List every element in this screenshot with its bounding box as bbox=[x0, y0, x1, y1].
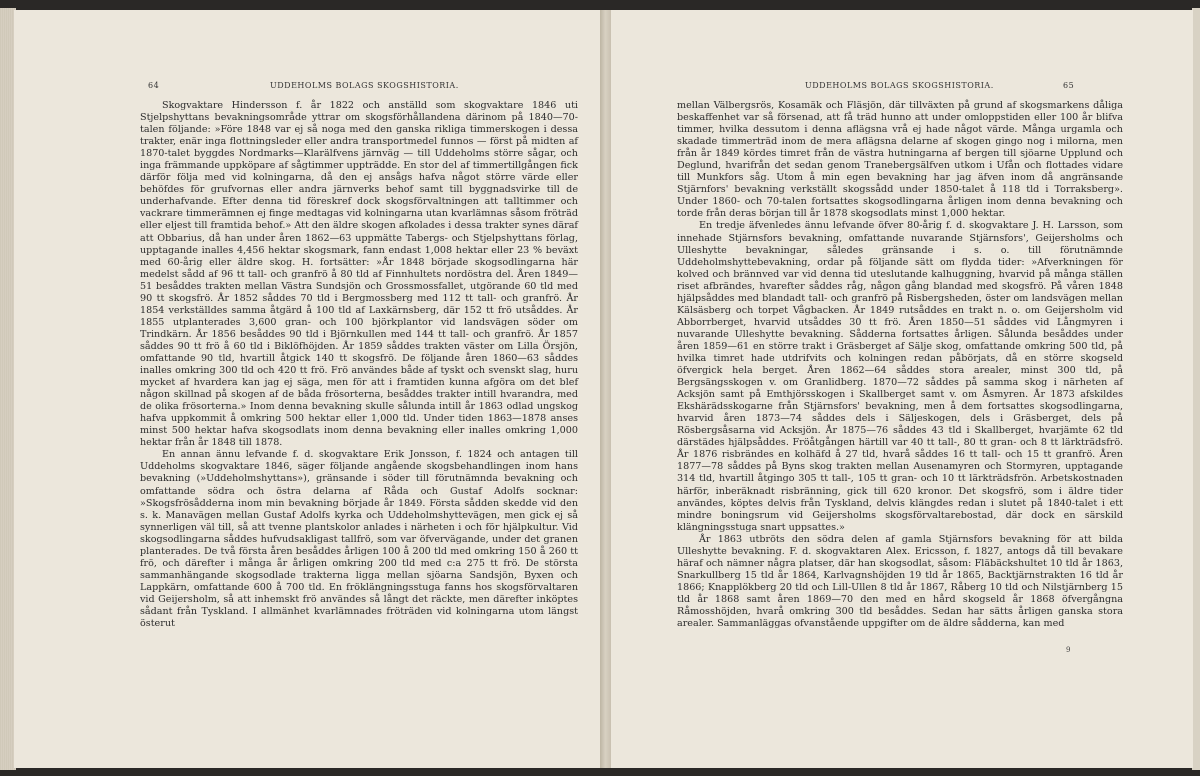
paragraph: En annan ännu lefvande f. d. skogvaktare Erik Jonsson, f. 1824 och antagen till Uddeholms skogvaktare 1846, säger följande angående skogsbehandlingen inom hans bevakning (»Uddeholmshyttans»), gränsande i söder till förutnämnda bevakning och omfattande södra och östra delarna af Råda och Gustaf Adolfs socknar: »Skogsfrösådderna inom min bevakning började år 1849. Första sådden skedde vid den s. k. Manavägen mellan Gustaf Adolfs kyrka och Uddeholmshyttevägen, men gick ej så synnerligen väl till, så att tvenne plantskolor anlades i närheten i och för hjälpkultur. Vid skogsodlingarna såddes hufvudsakligast tallfrö, som var öfvervägande, under det granen planterades. De två första åren besåddes årligen 100 å 200 tld med omkring 150 å 260 tt frö, och därefter i många år årligen omkring 200 tld med c:a 275 tt frö. De största sammanhängande skogsodlade trakterna ligga mellan sjöarna Sandsjön, Byxen och Lappkärn, omfattande 600 å 700 tld. En fröklängningsstuga fanns hos skogsförvaltaren vid Geijersholm, så att inhemskt frö användes så långt det räckte, men därefter inköptes sådant från Tyskland. I allmänhet kvarlämnades fröträden vid kolningarna utom längst österut bbox=[140, 449, 578, 630]
page-number: 65 bbox=[1063, 81, 1075, 90]
page-stack-edge-right bbox=[1192, 8, 1200, 770]
running-head: UDDEHOLMS BOLAGS SKOGSHISTORIA. bbox=[805, 81, 994, 90]
body-text bbox=[677, 100, 1123, 630]
paragraph: En tredje äfvenledes ännu lefvande öfver 80-årig f. d. skogvaktare J. H. Larsson, som innehade Stjärnsfors bevakning, omfattande nuvarande Stjärnsfors', Geijersholms och Ulleshytte bevakningar, således gränsande i s. o. till förutnämnde Uddeholmshyttebevakning, ordar på följande sätt om flydda tider: »Afverkningen för kolved och brännved var vid denna tid uteslutande kalhuggning, hvarvid på många ställen riset afbrändes, hvarefter såddes råg, någon gång blandad med skogsfrö. På våren 1848 hjälpsåddes med blandadt tall- och granfrö på Risbergsheden, öster om landsvägen mellan Kälsäsberg och torpet Vågbacken. År 1849 rutsåddes en trakt n. o. om Geijersholm vid Abborrberget, hvarvid utsåddes 30 tt frö. Åren 1850—51 såddes vid Långmyren i nuvarande Ulleshytte bevakning. Sådderna fortsattes årligen. Sålunda besåddes under åren 1859—61 en större trakt i Gräsberget af Sälje skog, omfattande omkring 500 tld, på hvilka timret hade utdrifvits och kolningen redan påbörjats, då en större skogseld öfvergick hela berget. Åren 1862—64 såddes stora arealer, minst 300 tld, på Bergsängsskogen v. om Granlidberg. 1870—72 såddes på samma skog i närheten af Acksjön samt på Emthjörsskogen i Skallberget samt v. om Åsmyren. År 1873 afskildes Ekshärädsskogarne från Stjärnsfors' bevakning, men å dem fortsattes skogsodlingarna, hvarvid åren 1873—74 såddes dels i Säljeskogen, dels i Gräsberget, dels på Rösbergsåsarna vid Acksjön. År 1875—76 såddes 43 tld i Skallberget, hvarjämte 62 tld därstädes hjälpsåddes. Fröåtgången härtill var 40 tt tall-, 80 tt gran- och 8 tt lärkträdsfrö. År 1876 risbrändes en kolhäfd å 27 tld, hvarå såddes 16 tt tall- och 15 tt granfrö. Åren 1877—78 såddes på Byns skog trakten mellan Ausenamyren och Stormyren, upptagande 314 tld, hvartill åtgingo 305 tt tall-, 105 tt gran- och 10 tt lärkträdsfrön. Arbetskostnaden härför, inberäknadt risbränning, gick till 620 kronor. Det skogsfrö, som i äldre tider användes, köptes delvis från Tyskland, delvis klängdes redan i slutet på 1840-talet i ett mindre boningsrum vid Geijersholms skogsförvaltarebostad, där dock en särskild klängningsstuga snart uppsattes.» bbox=[677, 220, 1123, 533]
signature-mark: 9 bbox=[1066, 646, 1071, 654]
body-text bbox=[140, 100, 578, 630]
paragraph: År 1863 utbröts den södra delen af gamla Stjärnsfors bevakning för att bilda Ulleshytte bevakning. F. d. skogvaktaren Alex. Ericsson, f. 1827, antogs då till bevakare häraf och nämner några platser, där han skogsodlat, såsom: Fläbäckshultet 10 tld år 1863, Snarkullberg 15 tld år 1864, Karlvagnshöjden 19 tld år 1865, Backtjärnstrakten 16 tld år 1866; Knapplökberg 20 tld och Lill-Ullen 8 tld år 1867, Råberg 10 tld och Nilstjärnberg 15 tld år 1868 samt åren 1869—70 den med en hård skogseld år 1868 öfvergångna Råmosshöjden, hvarå omkring 300 tld besåddes. Sedan har sätts årligen ganska stora arealer. Sammanläggas ofvanstående uppgifter om de äldre sådderna, kan med bbox=[677, 533, 1123, 630]
right-page bbox=[611, 10, 1193, 768]
paragraph: Skogvaktare Hindersson f. år 1822 och anställd som skogvaktare 1846 uti Stjelpshyttans bevakningsområde yttrar om skogsförhållandena därinom på 1840—70-talen följande: »Före 1848 var ej så noga med den ganska rikliga timmerskogen i dessa trakter, enär inga flottningsleder eller andra transportmedel funnos — först på midten af 1870-talet byggdes Nordmarks—Klarälfvens järnväg — till Uddeholms större sågar, och inga främmande uppköpare af sågtimmer uppträdde. En stor del af timmertillgången fick därför följa med vid kolningarna, då den ej ansågs hafva något större värde eller behöfdes för grufvornas eller andra järnverks behof samt till byggnadsvirke till de underhafvande. Efter denna tid föreskref dock skogsförvaltningen att talltimmer och vackrare timmerämnen ej finge medtagas vid kolningarna utan kvarlämnas såsom fröträd eller eljest till framtida behof.» Att den äldre skogen afkolades i dessa trakter synes däraf att Obbarius, då han under åren 1862—63 uppmätte Tabergs- och Stjelpshyttans förlag, upptagande inalles 4,456 hektar skogsmark, fann endast 1,008 hektar eller 23 % beväxt med 60-årig eller äldre skog. H. fortsätter: »År 1848 började skogsodlingarna här medelst sådd af 96 tt tall- och granfrö å 80 tld af Finnhultets nordöstra del. Åren 1849—51 besåddes trakten mellan Västra Sundsjön och Grossmossfallet, utgörande 60 tld med 90 tt skogsfrö. År 1852 såddes 70 tld i Bergmossberg med 112 tt tall- och granfrö. År 1854 verkställdes samma åtgärd å 100 tld af Laxkärnsberg, där 152 tt frö utsåddes. År 1855 utplanterades 3,600 gran- och 100 björkplantor vid landsvägen söder om Trindkärn. År 1856 besåddes 90 tld i Björnkullen med 144 tt tall- och granfrö. År 1857 såddes 90 tt frö å 60 tld i Biklöfhöjden. År 1859 såddes trakten väster om Lilla Örsjön, omfattande 90 tld, hvartill åtgick 140 tt skogsfrö. De följande åren 1860—63 såddes inalles omkring 300 tld och 420 tt frö. Frö användes både af tyskt och svenskt slag, huru mycket af hvardera kan jag ej säga, men för att i framtiden kunna afgöra om det blef någon skillnad på skogen af de båda frösorterna, besåddes trakter intill hvarandra, med de olika frösorterna.» Inom denna bevakning skulle sålunda intill år 1863 odlad ungskog hafva uppkommit å omkring 500 hektar eller 1,000 tld. Under tiden 1863—1878 anses minst 500 hektar hafva skogsodlats inom denna bevakning eller inalles omkring 1,000 hektar från år 1848 till 1878. bbox=[140, 100, 578, 449]
left-page bbox=[14, 10, 603, 768]
running-head: UDDEHOLMS BOLAGS SKOGSHISTORIA. bbox=[270, 81, 459, 90]
paragraph: mellan Välbergsrös, Kosamäk och Fläsjön, där tillväxten på grund af skogsmarkens dåliga beskaffenhet var så försenad, att få träd hunno att under omloppstiden eller 100 år blifva timmer, hvilka dessutom i denna aflägsna vrå ej hade något värde. Många urgamla och skadade timmerträd inom de mera aflägsna delarne af skogen gingo nog i milorna, men från år 1849 kördes timret från de västra hutningarna af bergen till sjöarne Upplund och Deglund, hvarifrån det sedan genom Tranebergsälfven utkom i Ufån och flottades vidare till Munkfors såg. Utom å min egen bevakning har jag äfven inom då angränsande Stjärnfors' bevakning verkställt skogssådd under 1850-talet å 118 tld i Torraksberg». Under 1860- och 70-talen fortsattes skogsodlingarna årligen inom denna bevakning och torde från deras början till år 1878 skogsodlats minst 1,000 hektar. bbox=[677, 100, 1123, 220]
page-number: 64 bbox=[148, 81, 160, 90]
